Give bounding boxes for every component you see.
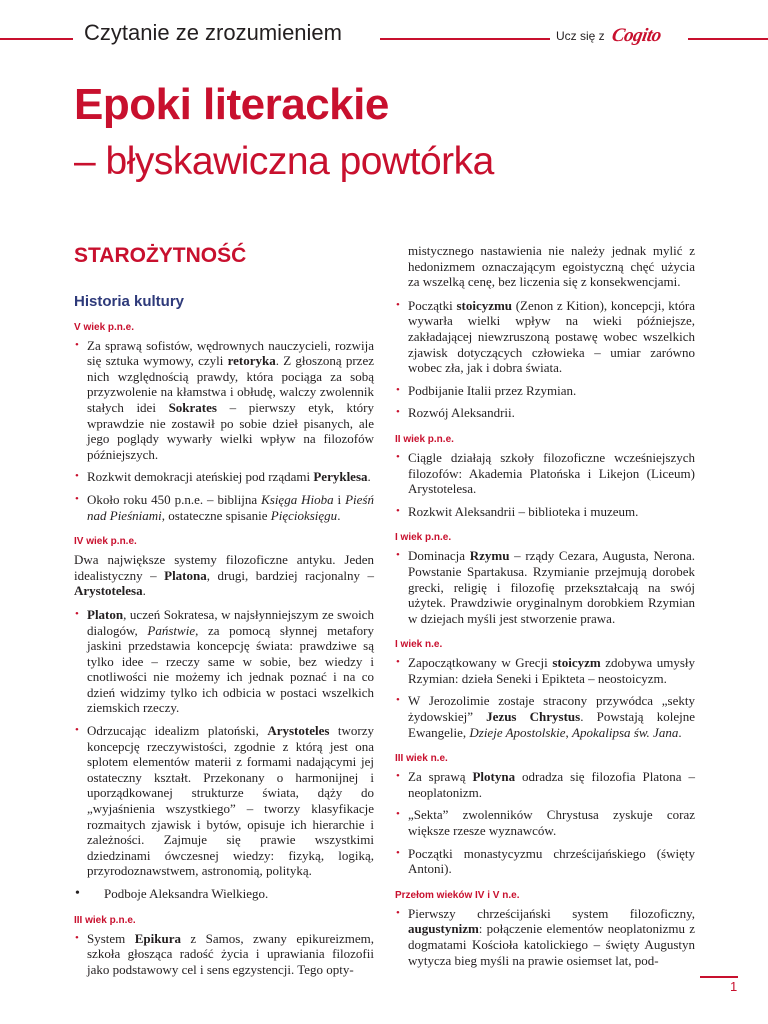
list-item: • Odrzucając idealizm platoński, Arystoteles tworzy koncepcję rzeczywistości, zgodnie z którą jest ona splotem elementów materii z formami nadającymi jej ostateczny kształt. Przekonany o harmonijnej i uporządkowanej strukturze świata, dąży do „wyjaśnienia wszystkiego” – tworzy klasyfikacje rozmaitych zjawisk i bytów, opisuje ich hierarchie i zależności. Zajmuje się prawie wszystkimi dziedzinami ówczesnej wiedzy: fizyką, logiką, przyrodoznawstwem, astronomią, polityką. <box>74 723 374 879</box>
list-item: • Podboje Aleksandra Wielkiego. <box>74 886 374 902</box>
era-list <box>74 607 374 902</box>
era-heading: III wiek n.e. <box>395 753 448 765</box>
list-item: • Rozwój Aleksandrii. <box>395 405 695 421</box>
list-item: • Za sprawą Plotyna odradza się filozofia Platona – neoplatonizm. <box>395 769 695 800</box>
era-heading: Przełom wieków IV i V n.e. <box>395 889 520 901</box>
era-list <box>395 298 695 421</box>
list-item: • System Epikura z Samos, zwany epikureizmem, szkoła głosząca radość życia i uprawiania filozofii jako podstawowy cel i sens egzystencji. Tego opty- <box>74 931 374 978</box>
era-intro: Dwa największe systemy filozoficzne antyku. Jeden idealistyczny – Platona, drugi, bardziej racjonalny – Arystotelesa. <box>74 552 374 599</box>
header-rule-mid <box>380 38 550 40</box>
header-section-title: Czytanie ze zrozumieniem <box>84 20 342 45</box>
list-item: • Początki stoicyzmu (Zenon z Kition), koncepcji, która wywarła wielki wpływ na wieki późniejsze, zakładającej niewzruszoną postawę wobec wszelkich zjawisk dotyczących człowieka – umiar zarówno wobec zła, jak i dobra świata. <box>395 298 695 376</box>
page-number: 1 <box>730 979 738 994</box>
era-heading: IV wiek p.n.e. <box>74 536 137 548</box>
list-item: • Podbijanie Italii przez Rzymian. <box>395 383 695 399</box>
list-item: • Ciągle działają szkoły filozoficzne wcześniejszych filozofów: Akademia Platońska i Likejon (Liceum) Arystotelesa. <box>395 450 695 497</box>
header-rule-left <box>0 38 73 40</box>
list-item: • Około roku 450 p.n.e. – biblijna Księga Hioba i Pieśń nad Pieśniami, ostateczne spisanie Pięcioksięgu. <box>74 492 374 523</box>
list-item: • Dominacja Rzymu – rządy Cezara, Augusta, Nerona. Powstanie Spartakusa. Rzymianie przejmują dorobek grecki, religię i filozofię przekształcają na swój użytek. Prawdziwie oryginalnym dorobkiem Rzymian w dziejach myśli jest stworzenie prawa. <box>395 548 695 626</box>
list-item: • Rozkwit Aleksandrii – biblioteka i muzeum. <box>395 504 695 520</box>
era-list <box>395 548 695 626</box>
era-list <box>395 655 695 740</box>
list-item: • Początki monastycyzmu chrześcijańskiego (święty Antoni). <box>395 846 695 877</box>
list-item: • Pierwszy chrześcijański system filozoficzny, augustynizm: połączenie elementów neoplatonizmu z dogmatami Kościoła katolickiego – święty Augustyn wytycza bieg myśli na prawie osiemset lat, pod- <box>395 906 695 968</box>
continued-text: mistycznego nastawienia nie należy jednak mylić z hedonizmem oznaczającym egoistyczną chęć użycia za wszelką cenę, bez liczenia się z konsekwencjami. <box>408 243 695 290</box>
era-heading: I wiek n.e. <box>395 639 443 651</box>
list-item: • Za sprawą sofistów, wędrownych nauczycieli, rozwija się sztuka wymowy, czyli retoryka. Z głoszoną przez nich względnością prawdy, która pociąga za sobą przyzwolenie na kłamstwa i obłudę, walczy zwolennik stałych idei Sokrates – pierwszy etyk, który wprawdzie nie zostawił po sobie dzieł pisanych, ale jego poglądy wywarły wielki wpływ na filozofów późniejszych. <box>74 338 374 463</box>
right-column <box>395 243 695 975</box>
left-column <box>74 243 374 984</box>
page-subtitle: – błyskawiczna powtórka <box>74 140 494 183</box>
cogito-logo-text: Cogito <box>610 25 663 46</box>
header-ucz-text: Ucz się z <box>556 29 605 43</box>
era-list <box>395 769 695 877</box>
era-list <box>395 906 695 968</box>
list-item: • Zapoczątkowany w Grecji stoicyzm zdobywa umysły Rzymian: dzieła Seneki i Epikteta – neostoicyzm. <box>395 655 695 686</box>
era-heading: III wiek p.n.e. <box>74 914 136 926</box>
era-heading: II wiek p.n.e. <box>395 433 454 445</box>
list-item: • „Sekta” zwolenników Chrystusa zyskuje coraz większe rzesze wyznawców. <box>395 807 695 838</box>
era-list <box>395 450 695 519</box>
cogito-logo <box>612 25 688 47</box>
subsection-heading: Historia kultury <box>74 293 185 310</box>
list-item: • W Jerozolimie zostaje stracony przywódca „sekty żydowskiej” Jezus Chrystus. Powstają kolejne Ewangelie, Dzieje Apostolskie, Apokalipsa św. Jana. <box>395 693 695 740</box>
footer-rule <box>700 976 738 978</box>
section-heading: STAROŻYTNOŚĆ <box>74 244 247 267</box>
list-item: • Platon, uczeń Sokratesa, w najsłynniejszym ze swoich dialogów, Państwie, za pomocą słynnej metafory jaskini przedstawia koncepcję świata: prawdziwe są tylko idee – rzeczy same w sobie, bez wiedzy i cnotliwości nie możemy ich jednak poznać i na co dzień widzimy tylko ich odbicia w postaci wszelkich ziemskich rzeczy. <box>74 607 374 716</box>
list-item: • Rozkwit demokracji ateńskiej pod rządami Peryklesa. <box>74 469 374 485</box>
era-heading: V wiek p.n.e. <box>74 321 135 333</box>
era-heading: I wiek p.n.e. <box>395 532 452 544</box>
era-list <box>74 338 374 524</box>
page-title: Epoki literackie <box>74 80 389 129</box>
header-rule-right <box>688 38 768 40</box>
era-list <box>74 931 374 978</box>
